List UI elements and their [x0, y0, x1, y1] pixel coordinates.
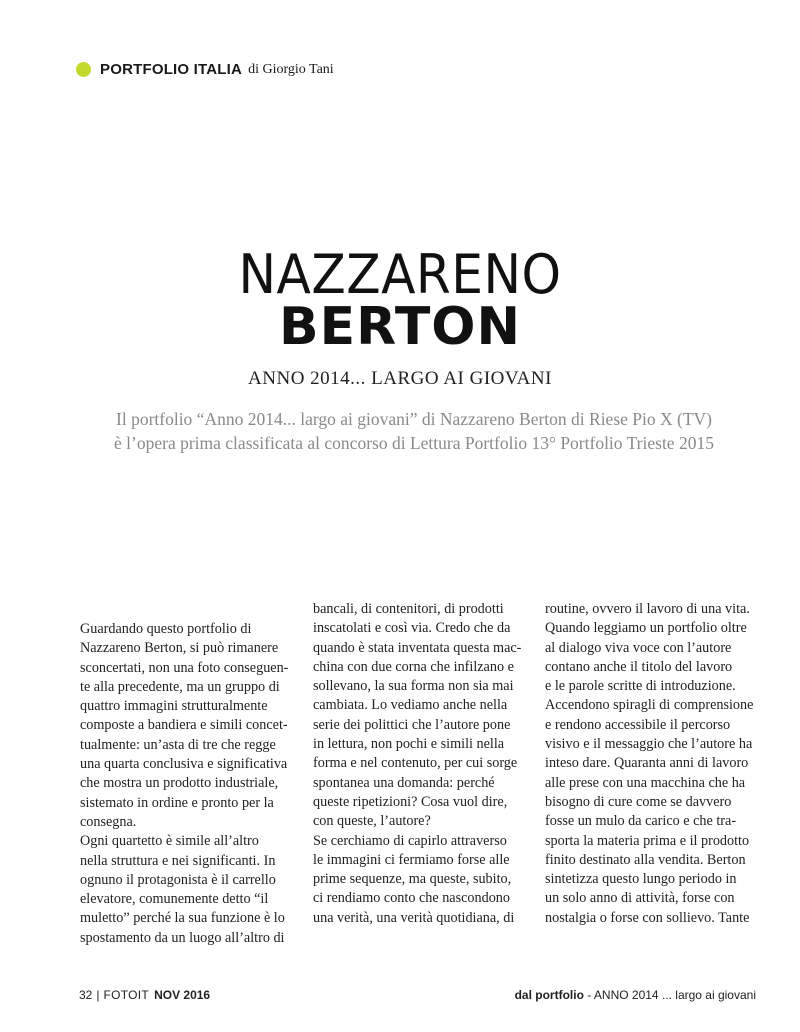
- intro-line: Il portfolio “Anno 2014... largo ai giovani” di Nazzareno Berton di Riese Pio X (TV): [116, 409, 712, 429]
- body-text-line: serie dei polittici che l’autore pone: [313, 716, 511, 733]
- section-title: PORTFOLIO ITALIA: [100, 61, 243, 78]
- body-text-line: composte a bandiera e simili concet-: [80, 717, 288, 734]
- body-text-line: Quando leggiamo un portfolio oltre: [545, 620, 747, 637]
- section-author: di Giorgio Tani: [248, 61, 334, 77]
- body-text-line: bancali, di contenitori, di prodotti: [313, 601, 504, 617]
- body-text-line: tualmente: un’asta di tre che regge: [80, 736, 276, 753]
- body-text-line: le immagini ci fermiamo forse alle: [313, 851, 510, 868]
- section-header: [76, 61, 334, 78]
- body-text-line: queste ripetizioni? Cosa vuol dire,: [313, 793, 508, 810]
- body-text-line: una verità, una verità quotidiana, di: [313, 909, 515, 926]
- body-text-line: spostamento da un luogo all’altro di: [80, 929, 285, 946]
- body-text-line: Ogni quartetto è simile all’altro: [80, 833, 259, 850]
- article-title-last-name: BERTON: [278, 297, 522, 357]
- body-text-line: routine, ovvero il lavoro di una vita.: [545, 601, 750, 617]
- issue-date: NOV 2016: [154, 988, 211, 1002]
- body-text-line: forma e nel contenuto, per cui sorge: [313, 755, 518, 772]
- body-column-3: [545, 600, 765, 928]
- body-text-line: e rendono accessibile il percorso: [545, 716, 731, 733]
- body-text-line: al dialogo viva voce con l’autore: [545, 639, 732, 656]
- body-text-line: sistemato in ordine e pronto per la: [80, 794, 274, 811]
- body-column-2: [313, 600, 527, 928]
- body-text-line: sintetizza questo lungo periodo in: [545, 871, 737, 888]
- section-bullet-icon: [76, 62, 91, 77]
- body-text-line: che mostra un prodotto industriale,: [80, 775, 279, 792]
- body-text-line: alle prese con una macchina che ha: [545, 774, 746, 791]
- page-number: 32: [79, 988, 93, 1002]
- body-text-line: ci rendiamo conto che nascondono: [313, 890, 510, 907]
- body-text-line: una quarta conclusiva e significativa: [80, 756, 288, 773]
- footer-source-title: - ANNO 2014 ... largo ai giovani: [583, 988, 756, 1002]
- body-text-line: bisogno di cure come se davvero: [545, 793, 732, 810]
- intro-line: è l’opera prima classificata al concorso di Lettura Portfolio 13° Portfolio Trieste 2015: [114, 433, 714, 453]
- body-text-line: china con due corna che infilzano e: [313, 658, 514, 675]
- body-text-line: sconcertati, non una foto conseguen-: [80, 659, 289, 676]
- body-text-line: sporta la materia prima e il prodotto: [545, 832, 750, 849]
- body-text-line: consegna.: [80, 813, 137, 830]
- footer-source: [515, 988, 756, 1002]
- body-column-1: [80, 620, 292, 948]
- article-title-first-name: NAZZARENO: [238, 243, 562, 306]
- body-text-line: e le parole scritte di introduzione.: [545, 678, 736, 695]
- footer-source-label: dal portfolio: [514, 988, 584, 1002]
- body-text-line: inscatolati e così via. Credo che da: [313, 620, 511, 637]
- body-text-line: Se cerchiamo di capirlo attraverso: [313, 832, 507, 849]
- body-text-line: finito destinato alla vendita. Berton: [545, 851, 746, 868]
- article-intro: [72, 407, 756, 455]
- body-text-line: inteso dare. Quaranta anni di lavoro: [545, 755, 749, 772]
- footer-publication: [79, 988, 210, 1002]
- body-text-line: prime sequenze, ma queste, subito,: [313, 871, 512, 888]
- body-text-line: sollevano, la sua forma non sia mai: [313, 678, 514, 695]
- body-text-line: in lettura, non pochi e simili nella: [313, 736, 505, 753]
- body-text-line: Accendono spiragli di comprensione: [545, 697, 754, 714]
- body-text-line: nella struttura e nei significanti. In: [80, 852, 276, 869]
- body-text-line: visivo e il messaggio che l’autore ha: [545, 736, 753, 753]
- article-subtitle: ANNO 2014... LARGO AI GIOVANI: [248, 368, 552, 389]
- body-text-line: fosse un mulo da carico e che tra-: [545, 813, 737, 830]
- body-text-line: con queste, l’autore?: [313, 813, 431, 830]
- body-text-line: contano anche il titolo del lavoro: [545, 658, 733, 675]
- body-text-line: nostalgia o forse con sollievo. Tante: [545, 909, 750, 926]
- publication-name: FOTOIT: [103, 988, 150, 1002]
- body-text-line: elevatore, comunemente detto “il: [80, 891, 269, 908]
- body-text-line: quattro immagini strutturalmente: [80, 698, 268, 715]
- body-text-line: cambiata. Lo vediamo anche nella: [313, 697, 508, 714]
- body-text-line: Nazzareno Berton, si può rimanere: [80, 640, 279, 657]
- body-text-line: un solo anno di attività, forse con: [545, 890, 735, 907]
- body-text-line: quando è stata inventata questa mac-: [313, 639, 522, 656]
- body-text-line: te alla precedente, ma un gruppo di: [80, 678, 280, 695]
- body-text-line: ognuno il protagonista è il carrello: [80, 871, 276, 888]
- body-text-line: muletto” perché la sua funzione è lo: [80, 910, 285, 927]
- footer-separator: |: [96, 988, 100, 1002]
- body-text-line: Guardando questo portfolio di: [80, 621, 252, 637]
- body-text-line: spontanea una domanda: perché: [313, 774, 495, 791]
